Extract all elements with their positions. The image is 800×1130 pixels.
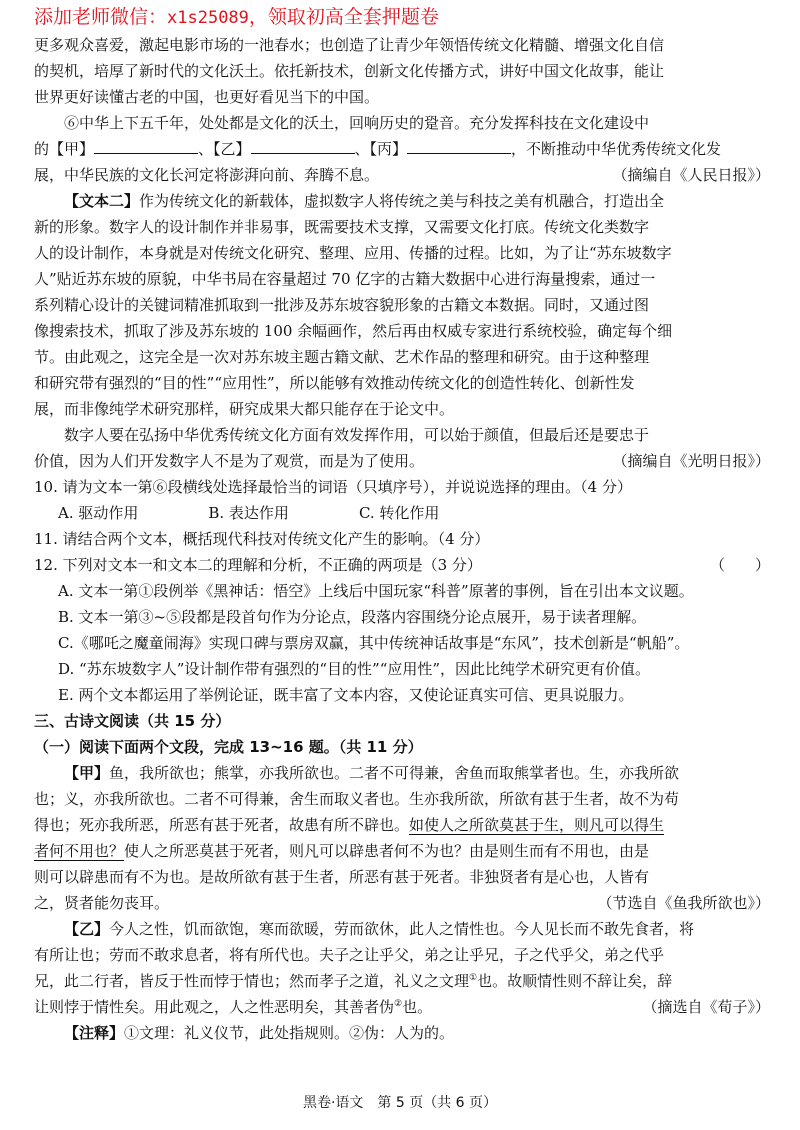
option-a[interactable]: A. 文本一第①段例举《黑神话：悟空》上线后中国玩家“科普”原著的事例，旨在引出本文议题。 — [58, 582, 694, 600]
passage-yi — [34, 916, 770, 1020]
blank-label-yi: 、【乙】 — [198, 140, 251, 158]
text-content: 也。 — [402, 998, 433, 1016]
page — [34, 0, 770, 1046]
text1-tail — [34, 32, 770, 110]
text-line: 更多观众喜爱，激起电影市场的一池春水；也创造了让青少年领悟传统文化精髓、增强文化自信 — [34, 36, 665, 54]
option-list — [34, 500, 770, 526]
footnote-marker: ① — [469, 973, 478, 983]
text-line: 人”贴近苏东坡的原貌，中华书局在容量超过 70 亿字的古籍大数据中心进行海量搜索，通过一 — [34, 270, 656, 288]
blank-line — [34, 136, 770, 162]
text-line: 展，而非像纯学术研究那样，研究成果大都只能存在于论文中。 — [34, 400, 455, 418]
option-d[interactable]: D. “苏东坡数字人”设计制作带有强烈的“目的性”“应用性”，因此比纯学术研究更有价值。 — [58, 660, 651, 678]
answer-blank-bing[interactable] — [407, 137, 511, 154]
option-a[interactable]: A. 驱动作用 — [58, 504, 139, 522]
text-line: ⑥中华上下五千年，处处都是文化的沃土，回响历史的跫音。充分发挥科技在文化建设中 — [64, 114, 650, 132]
text-content: 作为传统文化的新载体，虚拟数字人将传统之美与科技之美有机融合，打造出全 — [139, 192, 665, 210]
question-11 — [34, 526, 770, 552]
text-content: 价值，因为人们开发数字人不是为了观赏，而是为了使用。 — [34, 452, 425, 470]
text-line — [34, 916, 770, 942]
footnote-marker: ② — [394, 999, 403, 1009]
promo-banner — [34, 2, 770, 32]
text-content: 得也；死亦我所恶，所恶有甚于死者，故患有所不辟也。 — [34, 816, 410, 834]
section-title: 三、古诗文阅读（共 15 分） — [34, 712, 231, 730]
question-stem: 11. 请结合两个文本，概括现代科技对传统文化产生的影响。（4 分） — [34, 530, 490, 548]
text-content: 展，中华民族的文化长河定将澎湃向前、奔腾不息。 — [34, 166, 380, 184]
text-line: 则可以辟患而有不为也。是故所欲有甚于生者，所恶有甚于死者。非独贤者有是心也，人皆有 — [34, 868, 650, 886]
passage-label: 【乙】 — [64, 920, 110, 938]
text-line — [34, 994, 770, 1020]
subsection-title: （一）阅读下面两个文段，完成 13~16 题。（共 11 分） — [34, 738, 423, 756]
text-line — [34, 162, 770, 188]
text-line — [34, 188, 770, 214]
text-line: 和研究带有强烈的“目的性”“应用性”，所以能够有效推动传统文化的创造性转化、创新性发 — [34, 374, 635, 392]
text-line — [34, 890, 770, 916]
banner-suffix: ，领取初高全套押题卷 — [248, 6, 439, 28]
text-content: 鱼，我所欲也；熊掌，亦我所欲也。二者不可得兼，舍鱼而取熊掌者也。生，亦我所欲 — [109, 764, 680, 782]
text-line — [34, 838, 770, 864]
question-text: 12. 下列对文本一和文本二的理解和分析，不正确的两项是（3 分） — [34, 556, 482, 574]
text2 — [34, 188, 770, 474]
text-line: 像搜索技术，抓取了涉及苏东坡的 100 余幅画作，然后再由权威专家进行系统校验，确定每个细 — [34, 322, 673, 340]
text-content: 之，贤者能勿丧耳。 — [34, 894, 170, 912]
underlined-sentence: 如使人之所欲莫甚于生，则凡可以得生 — [409, 816, 665, 834]
text-line: 有所让也；劳而不敢求息者，将有所代也。夫子之让乎父，弟之让乎兄，子之代乎父，弟之代乎 — [34, 946, 665, 964]
text-content: 使人之所恶莫甚于死者，则凡可以辟患者何不为也？由是则生而有不用也，由是 — [124, 842, 650, 860]
text-line: 也；义，亦我所欲也。二者不可得兼，舍生而取义者也。生亦我所欲，所欲有甚于生者，故不为苟 — [34, 790, 680, 808]
text-line: 数字人要在弘扬中华优秀传统文化方面有效发挥作用，可以始于颜值，但最后还是要忠于 — [64, 426, 650, 444]
answer-blank-yi[interactable] — [251, 137, 355, 154]
annotation-label: 【注释】 — [64, 1024, 125, 1042]
blank-label-jia: 的【甲】 — [34, 140, 95, 158]
text-line — [34, 1020, 770, 1046]
passage-jia — [34, 760, 770, 916]
option-c[interactable]: C. 转化作用 — [358, 504, 440, 522]
text-line — [34, 812, 770, 838]
question-10 — [34, 474, 770, 526]
annotation-text: ①文理：礼义仪节，此处指规则。②伪：人为的。 — [124, 1024, 455, 1042]
source-citation: （摘编自《光明日报》） — [612, 452, 770, 470]
text-line: 世界更好读懂古老的中国，也更好看见当下的中国。 — [34, 88, 380, 106]
option-b[interactable]: B. 文本一第③~⑤段都是段首句作为分论点，段落内容围绕分论点展开，易于读者理解。 — [58, 608, 647, 626]
question-stem — [34, 552, 770, 578]
answer-blank-jia[interactable] — [94, 137, 198, 154]
blank-label-bing: 、【丙】 — [354, 140, 408, 158]
underlined-sentence: 者何不用也？ — [34, 842, 125, 860]
wechat-id: x1s25089 — [167, 8, 249, 28]
text-line: 系列精心设计的关键词精准抓取到一批涉及苏东坡容貌形象的古籍文本数据。同时，又通过图 — [34, 296, 650, 314]
text-content: 今人之性，饥而欲饱，寒而欲暖，劳而欲休，此人之情性也。今人见长而不敢先食者，将 — [109, 920, 695, 938]
option-b[interactable]: B. 表达作用 — [208, 504, 289, 522]
paragraph-6 — [34, 110, 770, 188]
option-e[interactable]: E. 两个文本都运用了举例论证，既丰富了文本内容，又使论证真实可信、更具说服力。 — [58, 686, 634, 704]
text-content: 也。故顺情性则不辞让矣，辞 — [477, 972, 673, 990]
banner-prefix: 添加老师微信： — [34, 6, 168, 28]
answer-bracket[interactable]: （ ） — [709, 556, 770, 574]
text2-label: 【文本二】 — [64, 192, 140, 210]
annotation — [34, 1020, 770, 1046]
section-3 — [34, 708, 770, 760]
text-line — [34, 760, 770, 786]
question-12 — [34, 552, 770, 708]
source-citation: （摘选自《荀子》） — [642, 998, 770, 1016]
text-line — [34, 448, 770, 474]
passage-label: 【甲】 — [64, 764, 110, 782]
question-stem: 10. 请为文本一第⑥段横线处选择最恰当的词语（只填序号），并说说选择的理由。（4 分） — [34, 478, 632, 496]
option-c[interactable]: C.《哪吒之魔童闹海》实现口碑与票房双赢，其中传统神话故事是“东风”，技术创新是“帆船”。 — [58, 634, 690, 652]
text-line: 的契机，培厚了新时代的文化沃土。依托新技术，创新文化传播方式，讲好中国文化故事，能让 — [34, 62, 665, 80]
text-line — [34, 968, 770, 994]
page-footer: 黑卷·语文 第 5 页（共 6 页） — [302, 1095, 498, 1111]
text-line: 新的形象。数字人的设计制作并非易事，既需要技术支撑，又需要文化打底。传统文化类数字 — [34, 218, 650, 236]
text-line-end: ，不断推动中华优秀传统文化发 — [511, 140, 722, 158]
text-line: 节。由此观之，这完全是一次对苏东坡主题古籍文献、艺术作品的整理和研究。由于这种整理 — [34, 348, 650, 366]
text-content: 兄，此二行者，皆反于性而悖于情也；然而孝子之道，礼义之文理 — [34, 972, 470, 990]
text-content: 让则悖于情性矣。用此观之，人之性恶明矣，其善者伪 — [34, 998, 395, 1016]
text-line: 人的设计制作，本身就是对传统文化研究、整理、应用、传播的过程。比如，为了让“苏东坡数字 — [34, 244, 672, 262]
source-citation: （节选自《鱼我所欲也》） — [597, 894, 770, 912]
source-citation: （摘编自《人民日报》） — [612, 166, 770, 184]
